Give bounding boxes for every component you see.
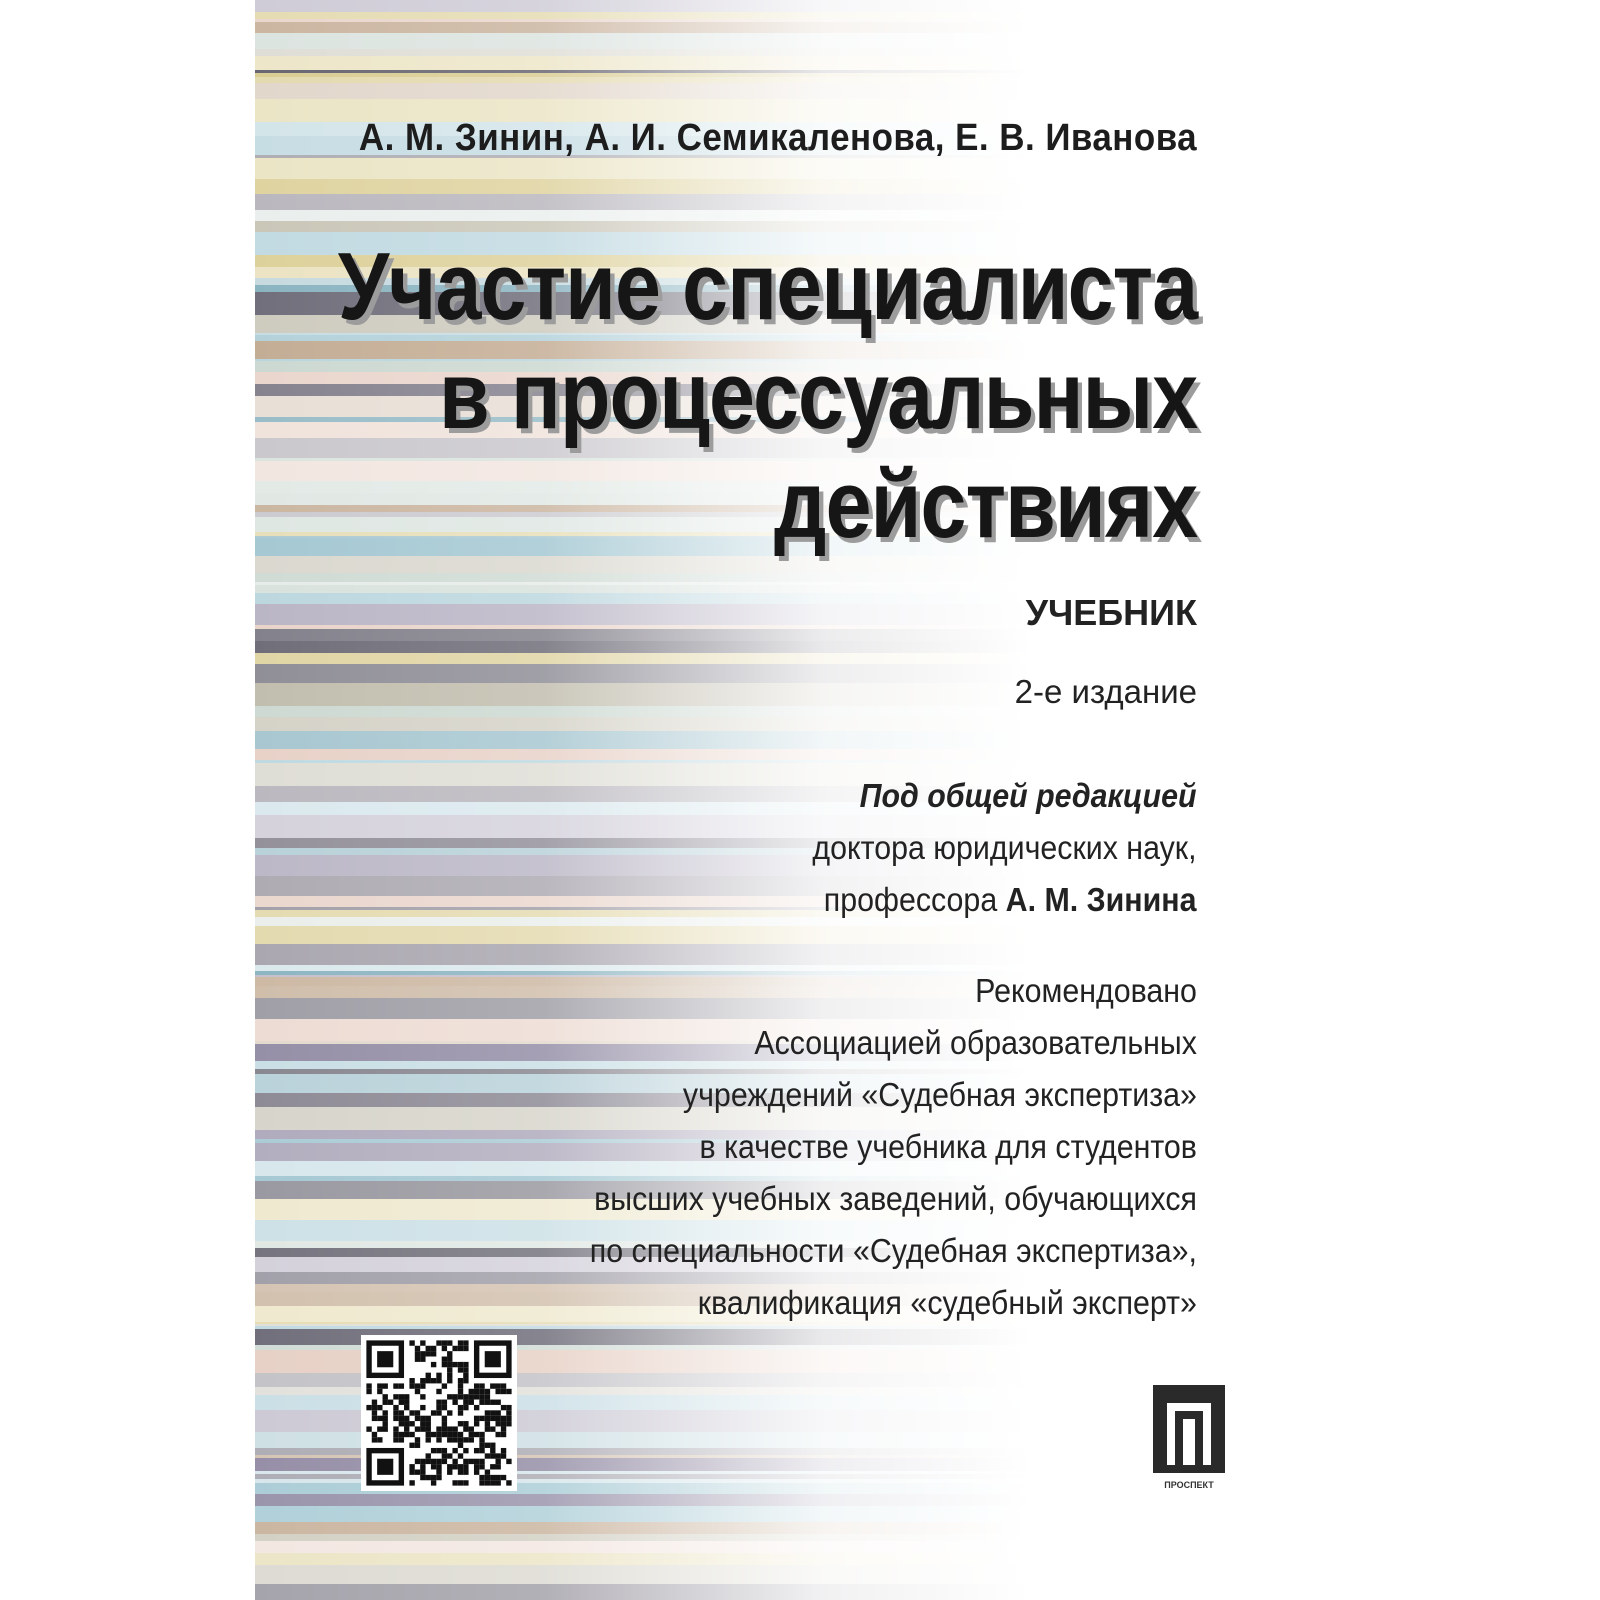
recommendation-line: квалификация «судебный эксперт» <box>697 1284 1197 1321</box>
editor-degree: доктора юридических наук, <box>812 829 1197 866</box>
editor-line <box>813 874 1197 926</box>
publisher-name: ПРОСПЕКТ <box>1164 1480 1214 1490</box>
title-line: действиях <box>773 451 1197 558</box>
book-cover <box>255 0 1289 1600</box>
editor-name: А. М. Зинина <box>1006 881 1197 918</box>
qr-code-icon[interactable] <box>361 1335 517 1491</box>
title-line: Участие специалиста <box>337 233 1197 340</box>
recommendation-line: по специальности «Судебная экспертиза», <box>589 1232 1197 1269</box>
book-type: УЧЕБНИК <box>1025 592 1197 633</box>
publisher-logo-icon <box>1153 1385 1225 1495</box>
editor-block <box>813 770 1197 926</box>
recommendation <box>590 965 1197 1329</box>
title-line: в процессуальных <box>438 342 1197 449</box>
editor-title: профессора <box>824 881 998 918</box>
recommendation-line: Ассоциацией образовательных <box>754 1024 1197 1061</box>
recommendation-line: Рекомендовано <box>975 972 1197 1009</box>
authors: А. М. Зинин, А. И. Семикаленова, Е. В. Иванова <box>358 117 1197 159</box>
editor-heading: Под общей редакцией <box>860 777 1197 814</box>
book-title <box>338 232 1197 559</box>
edition: 2-е издание <box>1014 673 1197 710</box>
recommendation-line: высших учебных заведений, обучающихся <box>594 1180 1197 1217</box>
recommendation-line: учреждений «Судебная экспертиза» <box>682 1076 1197 1113</box>
recommendation-line: в качестве учебника для студентов <box>699 1128 1197 1165</box>
